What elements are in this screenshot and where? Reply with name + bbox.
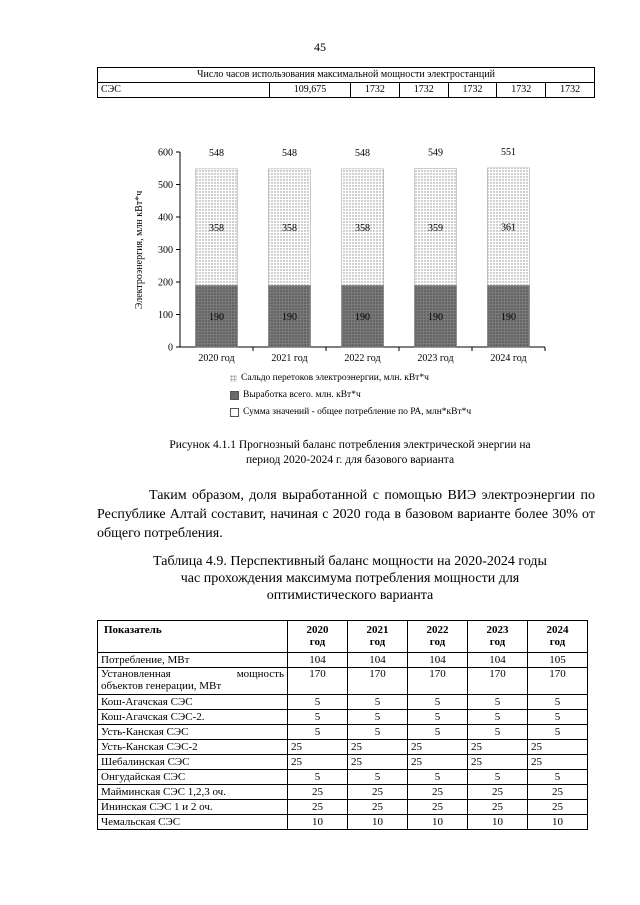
column-header: 2024 год (528, 621, 588, 653)
legend-label: Сумма значений - общее потребление по РА, млн*кВт*ч (243, 407, 472, 417)
table-cell: 1732 (546, 83, 595, 98)
table-cell: СЭС (98, 83, 270, 98)
table-cell: 5 (528, 695, 588, 710)
figure-caption-line: период 2020-2024 г. для базового варианта (245, 454, 455, 466)
table-row (98, 800, 588, 815)
y-tick-label: 500 (158, 180, 173, 191)
x-tick-label: 2021 год (271, 353, 308, 364)
figure-caption (140, 438, 560, 468)
table-row (98, 668, 588, 695)
table-cell: 1732 (351, 83, 400, 98)
table-cell: 104 (468, 653, 528, 668)
row-label: Онгудайская СЭС (98, 770, 288, 785)
table-cell: 109,675 (270, 83, 351, 98)
y-tick-label: 200 (158, 277, 173, 289)
table-cell: 25 (468, 800, 528, 815)
table-row (98, 815, 588, 830)
row-label: Шебалинская СЭС (98, 755, 288, 770)
hours-table-header: Число часов использования максимальной мощности электростанций (98, 68, 595, 83)
data-label-transfer: 358 (209, 223, 224, 235)
data-label-generation: 190 (282, 312, 297, 324)
table-cell: 5 (288, 725, 348, 740)
legend-swatch (230, 391, 239, 400)
table-row (98, 83, 595, 98)
table-cell: 5 (288, 770, 348, 785)
table-cell: 5 (288, 695, 348, 710)
table-caption (100, 553, 600, 604)
table-cell: 5 (468, 710, 528, 725)
table-cell: 25 (348, 740, 408, 755)
table-cell: 5 (348, 725, 408, 740)
data-label-transfer: 359 (428, 222, 443, 234)
legend-label: Сальдо перетоков электроэнергии, млн. кВт*ч (241, 373, 429, 383)
table-caption-line: Таблица 4.9. Перспективный баланс мощности на 2020-2024 годы (153, 554, 547, 569)
data-label-generation: 190 (501, 312, 516, 324)
table-cell: 170 (288, 668, 348, 695)
y-tick-label: 400 (158, 212, 173, 224)
table-cell: 10 (348, 815, 408, 830)
data-label-generation: 190 (428, 312, 443, 324)
table-cell: 25 (288, 800, 348, 815)
row-label: Кош-Агачская СЭС-2. (98, 710, 288, 725)
table-cell: 5 (528, 725, 588, 740)
body-paragraph (97, 486, 595, 543)
legend-item (230, 404, 471, 421)
column-header: 2020 год (288, 621, 348, 653)
table-cell: 5 (468, 770, 528, 785)
table-header-row (98, 621, 588, 653)
legend-swatch (230, 408, 239, 417)
table-cell: 5 (348, 770, 408, 785)
row-label: Майминская СЭС 1,2,3 оч. (98, 785, 288, 800)
table-cell: 5 (468, 725, 528, 740)
data-label-total: 548 (209, 147, 224, 159)
table-cell: 25 (528, 785, 588, 800)
legend-item (230, 387, 471, 404)
table-cell: 25 (288, 740, 348, 755)
figure-caption-line: Рисунок 4.1.1 Прогнозный баланс потребления электрической энергии на (169, 439, 531, 451)
table-cell: 25 (348, 800, 408, 815)
x-tick-label: 2023 год (417, 353, 454, 364)
table-row (98, 770, 588, 785)
y-axis-label: Электроэнергия, млн кВт*ч (134, 190, 145, 310)
table-cell: 5 (408, 770, 468, 785)
table-cell: 5 (408, 710, 468, 725)
table-cell: 10 (408, 815, 468, 830)
data-label-transfer: 358 (355, 223, 370, 235)
column-header: 2023 год (468, 621, 528, 653)
table-cell: 5 (408, 695, 468, 710)
table-cell: 25 (408, 755, 468, 770)
column-header: 2021 год (348, 621, 408, 653)
table-row (98, 653, 588, 668)
table-cell: 1732 (448, 83, 497, 98)
table-row (98, 740, 588, 755)
table-row (98, 785, 588, 800)
x-tick-label: 2024 год (490, 353, 527, 364)
table-row (98, 725, 588, 740)
table-caption-line: оптимистического варианта (266, 588, 434, 603)
table-cell: 10 (528, 815, 588, 830)
table-body (98, 653, 588, 830)
hours-table (97, 67, 595, 98)
y-tick-label: 300 (158, 245, 173, 256)
power-balance-table (97, 620, 588, 830)
table-cell: 10 (288, 815, 348, 830)
table-cell: 5 (408, 725, 468, 740)
table-cell: 170 (348, 668, 408, 695)
table-row (98, 755, 588, 770)
data-label-generation: 190 (355, 312, 370, 324)
row-label: Кош-Агачская СЭС (98, 695, 288, 710)
table-cell: 170 (528, 668, 588, 695)
table-cell: 25 (468, 740, 528, 755)
table-cell: 25 (528, 740, 588, 755)
chart-legend (230, 370, 471, 421)
x-tick-label: 2020 год (198, 353, 235, 364)
table-cell: 170 (468, 668, 528, 695)
table-cell: 104 (408, 653, 468, 668)
table-cell: 5 (528, 770, 588, 785)
table-cell: 25 (468, 755, 528, 770)
data-label-total: 548 (355, 147, 370, 159)
table-cell: 25 (288, 755, 348, 770)
data-label-total: 551 (501, 146, 516, 158)
data-label-transfer: 361 (501, 222, 516, 234)
table-cell: 5 (468, 695, 528, 710)
x-tick-label: 2022 год (344, 353, 381, 364)
table-cell: 1732 (399, 83, 448, 98)
table-cell: 25 (468, 785, 528, 800)
table-cell: 104 (288, 653, 348, 668)
table-cell: 1732 (497, 83, 546, 98)
y-tick-label: 100 (158, 310, 173, 321)
table-cell: 104 (348, 653, 408, 668)
table-cell: 25 (348, 785, 408, 800)
table-cell: 25 (288, 785, 348, 800)
table-cell: 170 (408, 668, 468, 695)
table-cell: 25 (528, 755, 588, 770)
table-row (98, 695, 588, 710)
row-label: Ининская СЭС 1 и 2 оч. (98, 800, 288, 815)
legend-swatch (230, 375, 237, 382)
table-cell: 5 (288, 710, 348, 725)
page-number: 45 (314, 40, 326, 54)
row-label: Чемальская СЭС (98, 815, 288, 830)
y-tick-label: 600 (158, 147, 173, 159)
table-cell: 105 (528, 653, 588, 668)
table-cell: 25 (408, 740, 468, 755)
data-label-total: 549 (428, 147, 443, 159)
table-cell: 10 (468, 815, 528, 830)
column-header: 2022 год (408, 621, 468, 653)
table-cell: 5 (348, 695, 408, 710)
data-label-transfer: 358 (282, 223, 297, 235)
table-cell: 25 (528, 800, 588, 815)
row-label: Установленная мощность объектов генерации, МВт (98, 668, 288, 695)
legend-item (230, 370, 471, 387)
legend-label: Выработка всего. млн. кВт*ч (243, 390, 361, 400)
table-cell: 5 (348, 710, 408, 725)
table-cell: 5 (528, 710, 588, 725)
data-label-generation: 190 (209, 312, 224, 324)
y-tick-label: 0 (168, 342, 173, 354)
table-cell: 25 (408, 800, 468, 815)
balance-chart (130, 140, 550, 370)
column-header: Показатель (98, 621, 288, 653)
row-label: Усть-Канская СЭС-2 (98, 740, 288, 755)
row-label: Потребление, МВт (98, 653, 288, 668)
paragraph-text: Таким образом, доля выработанной с помощью ВИЭ электроэнергии по Республике Алтай составит, начиная с 2020 года в базовом варианте более 30% от общего потребления. (97, 488, 595, 541)
data-label-total: 548 (282, 147, 297, 159)
table-cell: 25 (348, 755, 408, 770)
table-row (98, 710, 588, 725)
row-label: Усть-Канская СЭС (98, 725, 288, 740)
table-cell: 25 (408, 785, 468, 800)
table-caption-line: час прохождения максимума потребления мощности для (180, 571, 520, 586)
